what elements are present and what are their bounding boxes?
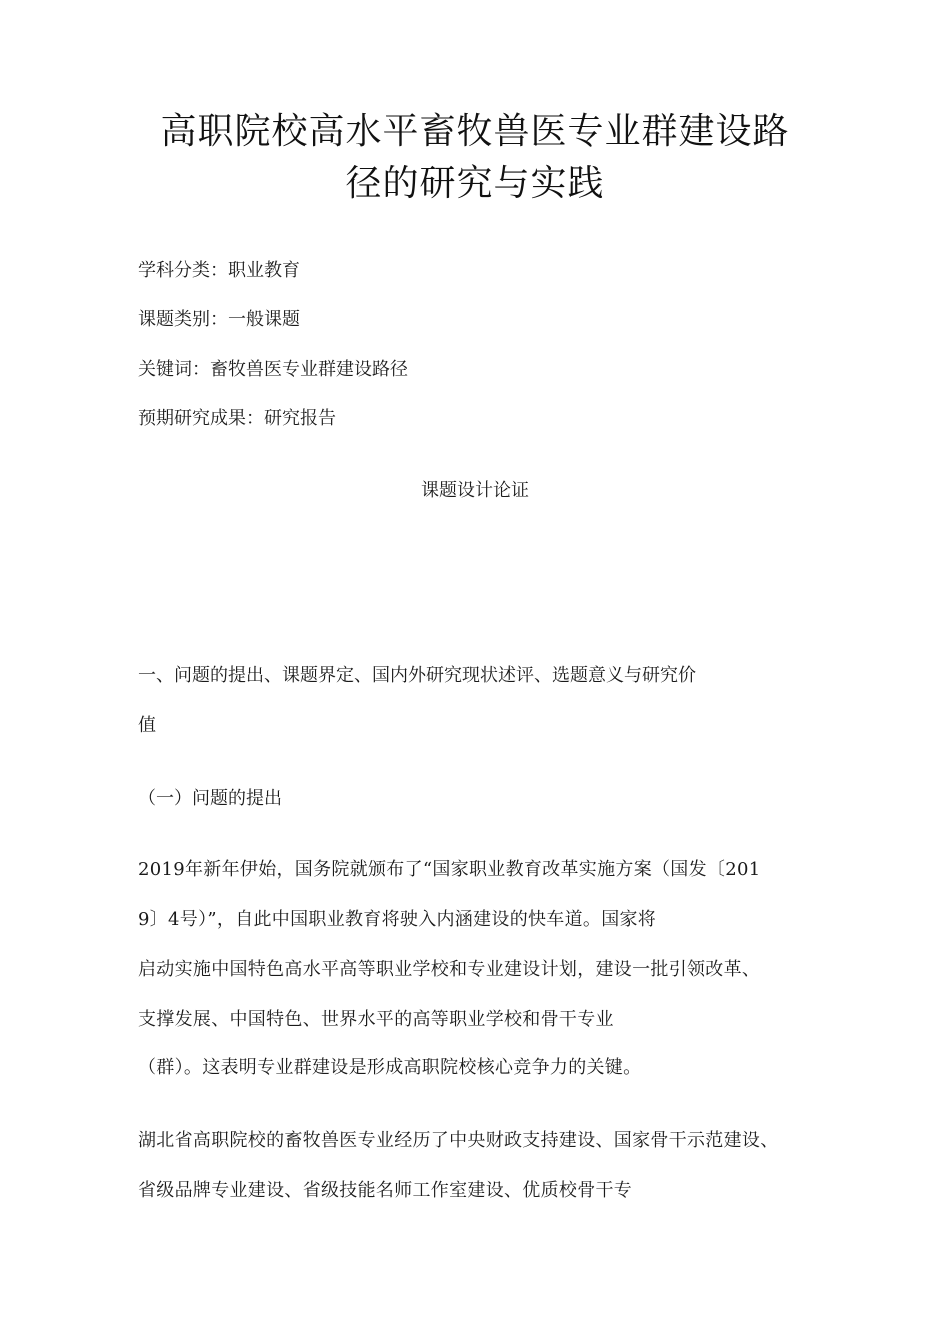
paragraph-1-line-3: 启动实施中国特色高水平高等职业学校和专业建设计划，建设一批引领改革、: [138, 959, 761, 980]
document-title-line-1: 高职院校高水平畜牧兽医专业群建设路: [160, 111, 790, 152]
paragraph-2-line-1: 湖北省高职院校的畜牧兽医专业经历了中央财政支持建设、国家骨干示范建设、: [138, 1130, 779, 1151]
document-title-line-2: 径的研究与实践: [345, 163, 605, 204]
meta-keywords: 关键词：畜牧兽医专业群建设路径: [138, 359, 408, 380]
part-1-heading-line-1: 一、问题的提出、课题界定、国内外研究现状述评、选题意义与研究价: [138, 665, 696, 686]
paragraph-2-line-2: 省级品牌专业建设、省级技能名师工作室建设、优质校骨干专: [138, 1180, 633, 1201]
meta-expected-result: 预期研究成果：研究报告: [138, 408, 336, 429]
paragraph-1-line-5: （群）。这表明专业群建设是形成高职院校核心竞争力的关键。: [138, 1057, 642, 1078]
paragraph-1-line-1: 2019年新年伊始，国务院就颁布了“国家职业教育改革实施方案（国发〔201: [138, 859, 761, 880]
paragraph-1-line-2: 9〕4号）”，自此中国职业教育将驶入内涵建设的快车道。国家将: [138, 909, 657, 930]
part-1-heading-line-2: 值: [138, 715, 156, 736]
paragraph-1-line-4: 支撑发展、中国特色、世界水平的高等职业学校和骨干专业: [138, 1009, 614, 1030]
meta-subject: 学科分类：职业教育: [138, 260, 300, 281]
subsection-heading: （一）问题的提出: [138, 788, 282, 809]
section-heading: 课题设计论证: [421, 480, 529, 501]
meta-category: 课题类别：一般课题: [138, 309, 300, 330]
